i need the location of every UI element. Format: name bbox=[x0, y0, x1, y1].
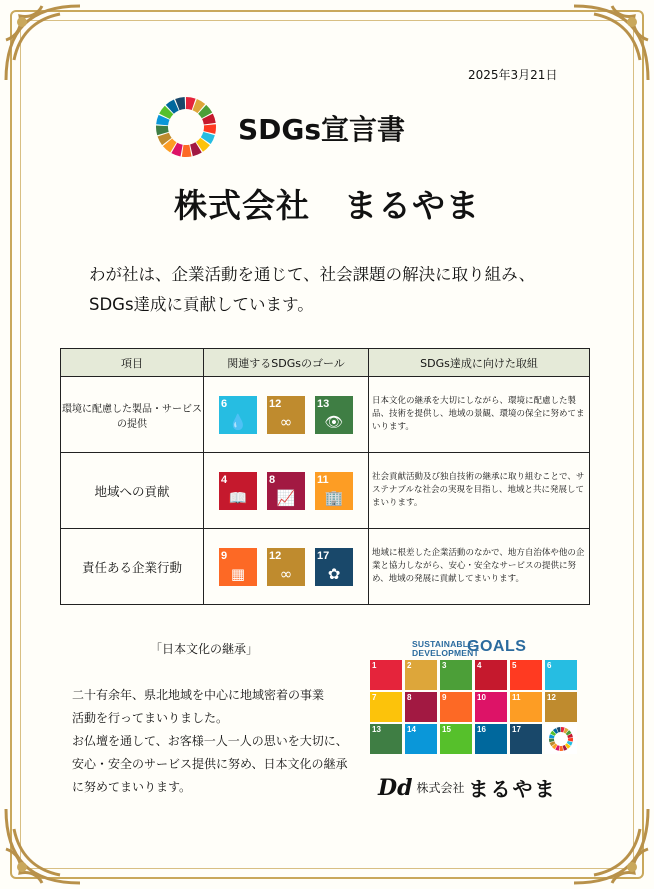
tile-number: 15 bbox=[442, 725, 451, 734]
sdg-tile bbox=[405, 692, 437, 722]
wheel-segment bbox=[182, 145, 192, 157]
sdg-tile bbox=[475, 724, 507, 754]
goal-number: 13 bbox=[317, 397, 330, 410]
logo-line: DEVELOPMENT bbox=[412, 648, 479, 658]
intro-line: わが社は、企業活動を通じて、社会課題の解決に取り組み、 bbox=[89, 265, 536, 284]
company-logo-mark: Dd bbox=[378, 774, 413, 801]
tile-number: 16 bbox=[477, 725, 486, 734]
row-item: 地域への貢献 bbox=[61, 453, 204, 529]
goal-number: 12 bbox=[269, 549, 282, 562]
table-row bbox=[61, 529, 590, 605]
goal-glyph-icon: ∞ bbox=[279, 412, 293, 431]
tile-number: 6 bbox=[547, 661, 552, 670]
company-brand bbox=[378, 773, 556, 802]
sdg-wheel-tile-icon bbox=[545, 724, 577, 754]
note-line: に努めてまいります。 bbox=[72, 780, 192, 794]
note-line: 安心・安全のサービス提供に努め、日本文化の継承 bbox=[72, 757, 348, 771]
goal-number: 4 bbox=[221, 473, 228, 486]
brand-name: まるやま bbox=[468, 777, 557, 801]
table-row bbox=[61, 453, 590, 529]
sdg-tile bbox=[440, 692, 472, 722]
tile-number: 4 bbox=[477, 661, 482, 670]
header-effort: SDGs達成に向けた取組 bbox=[369, 349, 590, 377]
sdg-tile bbox=[405, 660, 437, 690]
goal-number: 8 bbox=[269, 473, 276, 486]
sdg-tile bbox=[370, 724, 402, 754]
note-line: お仏壇を通して、お客様一人一人の思いを大切に、 bbox=[72, 734, 348, 748]
sdg-tile bbox=[440, 724, 472, 754]
sdgs-goals-logo bbox=[412, 638, 527, 658]
row-goal-icons bbox=[204, 453, 369, 529]
sdg-goal-icon bbox=[315, 396, 353, 434]
goal-glyph-icon: 🏢 bbox=[324, 488, 344, 507]
corner-ornament-icon bbox=[0, 799, 90, 889]
sdg-goal-icon bbox=[219, 472, 257, 510]
tile-number: 9 bbox=[442, 693, 447, 702]
row-effort: 社会貢献活動及び独自技術の継承に取り組むことで、サステナブルな社会の実現を目指し、地域と共に発展してまいります。 bbox=[369, 453, 590, 529]
logo-line: SUSTAINABLE bbox=[412, 639, 475, 649]
goal-number: 12 bbox=[269, 397, 282, 410]
page-title: SDGs宣言書 bbox=[238, 113, 406, 146]
header-goals: 関連するSDGsのゴール bbox=[204, 349, 369, 377]
sdg-tile bbox=[405, 724, 437, 754]
note-line: 活動を行ってまいりました。 bbox=[72, 711, 229, 725]
tile-number: 13 bbox=[372, 725, 381, 734]
sdg-goal-icon bbox=[267, 472, 305, 510]
brand-kk: 株式会社 bbox=[416, 781, 465, 795]
sdg-goal-icon bbox=[267, 548, 305, 586]
sdg-tile bbox=[545, 692, 577, 722]
corner-ornament-icon bbox=[564, 799, 654, 889]
corner-ornament-icon bbox=[564, 0, 654, 90]
goal-glyph-icon: 📖 bbox=[228, 488, 248, 507]
table-row bbox=[61, 377, 590, 453]
tile-number: 1 bbox=[372, 661, 377, 670]
issue-date: 2025年3月21日 bbox=[468, 68, 558, 82]
sdg-tile bbox=[370, 660, 402, 690]
sdgs-goals-table bbox=[60, 348, 590, 605]
goal-number: 9 bbox=[221, 549, 228, 562]
row-item: 責任ある企業行動 bbox=[61, 529, 204, 605]
sdg-goal-icon bbox=[219, 396, 257, 434]
row-effort: 地域に根差した企業活動のなかで、地方自治体や他の企業と協力しながら、安心・安全なサービスの提供に努め、地域の発展に貢献してまいります。 bbox=[369, 529, 590, 605]
goal-glyph-icon: 💧 bbox=[228, 412, 248, 431]
tile-number: 2 bbox=[407, 661, 412, 670]
sdg-tile bbox=[475, 692, 507, 722]
sdg-tile bbox=[510, 724, 542, 754]
sdg-tile bbox=[510, 692, 542, 722]
tile-number: 8 bbox=[407, 693, 412, 702]
logo-goals: GOALS bbox=[467, 638, 527, 655]
goal-number: 11 bbox=[317, 473, 329, 486]
goal-glyph-icon: 👁 bbox=[324, 412, 344, 431]
note-title: 「日本文化の継承」 bbox=[150, 642, 259, 656]
tile-number: 7 bbox=[372, 693, 377, 702]
tile-number: 5 bbox=[512, 661, 517, 670]
tile-number: 14 bbox=[407, 725, 416, 734]
tile-number: 17 bbox=[512, 725, 521, 734]
tile-number: 3 bbox=[442, 661, 447, 670]
tile-number: 10 bbox=[477, 693, 486, 702]
goal-glyph-icon: ✿ bbox=[327, 564, 341, 583]
goal-number: 17 bbox=[317, 549, 330, 562]
sdg-goal-icon bbox=[267, 396, 305, 434]
row-effort: 日本文化の継承を大切にしながら、環境に配慮した製品、技術を提供し、地域の景観、環境の保全に努めてまいります。 bbox=[369, 377, 590, 453]
sdg-tile bbox=[510, 660, 542, 690]
note-text bbox=[72, 684, 348, 799]
sdgs-wheel-icon bbox=[155, 96, 217, 158]
sdg-tile bbox=[545, 660, 577, 690]
sdg-tile bbox=[475, 660, 507, 690]
tile-number: 11 bbox=[512, 693, 521, 702]
goal-number: 6 bbox=[221, 397, 228, 410]
row-item: 環境に配慮した製品・サービスの提供 bbox=[61, 377, 204, 453]
goal-glyph-icon: 📈 bbox=[276, 488, 296, 507]
note-line: 二十有余年、県北地域を中心に地域密着の事業 bbox=[72, 688, 325, 702]
row-goal-icons bbox=[204, 529, 369, 605]
sdg-goal-icon bbox=[315, 548, 353, 586]
sdg-tile bbox=[370, 692, 402, 722]
row-goal-icons bbox=[204, 377, 369, 453]
wheel-segment bbox=[204, 124, 216, 134]
sdg-goal-icon bbox=[219, 548, 257, 586]
sdg-goal-icon bbox=[315, 472, 353, 510]
intro-line: SDGs達成に貢献しています。 bbox=[89, 295, 314, 314]
company-name: 株式会社 まるやま bbox=[174, 186, 480, 225]
goal-glyph-icon: ∞ bbox=[279, 564, 293, 583]
header-item: 項目 bbox=[61, 349, 204, 377]
sdg-tile bbox=[440, 660, 472, 690]
intro-text bbox=[89, 260, 535, 320]
corner-ornament-icon bbox=[0, 0, 90, 90]
goal-glyph-icon: ▦ bbox=[230, 564, 246, 583]
tile-number: 12 bbox=[547, 693, 556, 702]
